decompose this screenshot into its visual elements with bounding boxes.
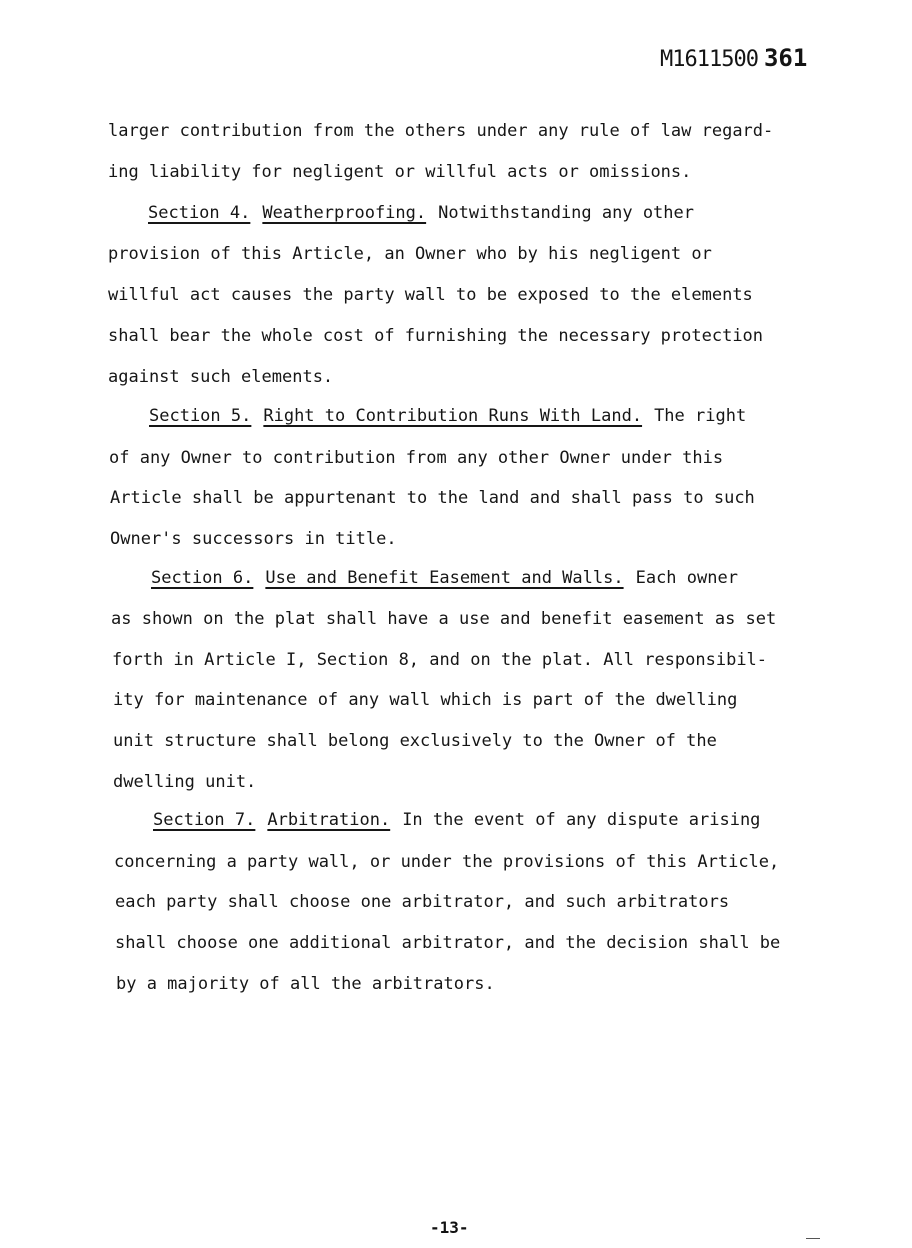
section-4-line-2: provision of this Article, an Owner who by his negligent or [108,244,712,264]
continued-line-2: ing liability for negligent or willful acts or omissions. [108,162,692,182]
continued-line-1: larger contribution from the others under any rule of law regard- [108,121,774,141]
section-6-line-2: as shown on the plat shall have a use and benefit easement as set [111,609,777,629]
section-4-line-5: against such elements. [108,367,334,387]
section-6-label: Section 6. [151,568,254,588]
section-7-title: Arbitration. [267,810,391,830]
section-4-line-4: shall bear the whole cost of furnishing the necessary protection [108,326,764,346]
book-id: M1611500 [660,47,758,72]
section-6-line-3: forth in Article I, Section 8, and on the plat. All responsibil- [112,650,768,670]
section-6-line-4: ity for maintenance of any wall which is part of the dwelling [113,690,738,710]
section-7-line-5: by a majority of all the arbitrators. [116,974,495,994]
section-4-line-3: willful act causes the party wall to be exposed to the elements [108,285,753,305]
section-4-text: Notwithstanding any other [438,203,694,223]
section-7-line-4: shall choose one additional arbitrator, and the decision shall be [115,933,781,953]
section-5-label: Section 5. [149,406,252,426]
section-7-text: In the event of any dispute arising [402,810,761,830]
section-6-text: Each owner [635,568,738,588]
section-6-line-5: unit structure shall belong exclusively to the Owner of the [113,731,717,751]
section-5-line-3: Article shall be appurtenant to the land and shall pass to such [110,488,755,508]
section-6-first-line [151,568,738,588]
page-number: -13- [430,1218,469,1237]
section-5-first-line [149,406,746,426]
section-5-title: Right to Contribution Runs With Land. [263,406,643,426]
recording-stamp [660,44,807,72]
section-7-line-2: concerning a party wall, or under the provisions of this Article, [114,852,780,872]
section-7-first-line [153,810,760,830]
section-5-text: The right [654,406,747,426]
section-6-title: Use and Benefit Easement and Walls. [265,568,624,588]
section-7-line-3: each party shall choose one arbitrator, and such arbitrators [115,892,730,912]
page-reference: 361 [763,44,808,72]
section-4-label: Section 4. [148,203,251,223]
section-5-line-4: Owner's successors in title. [110,529,397,549]
section-7-label: Section 7. [153,810,256,830]
section-4-title: Weatherproofing. [262,203,427,223]
section-6-line-6: dwelling unit. [113,772,257,792]
scan-mark [806,1238,820,1239]
section-4-first-line [148,203,694,223]
section-5-line-2: of any Owner to contribution from any other Owner under this [109,448,724,468]
